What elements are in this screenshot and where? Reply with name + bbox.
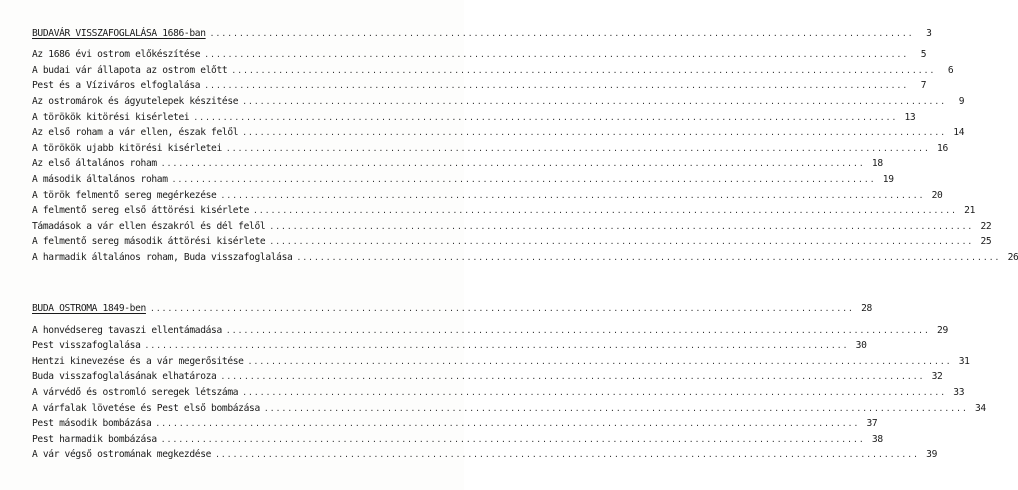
toc-entry[interactable] [32, 188, 943, 204]
toc-entry[interactable] [32, 338, 867, 354]
dot-leader: ........................................................................................................................ [242, 387, 947, 397]
dot-leader: ........................................................................................................................ [247, 356, 952, 366]
page-number: 19 [882, 173, 894, 185]
entry-title: A felmentő sereg második áttörési kisérlete [32, 236, 266, 248]
toc-entry[interactable] [32, 323, 948, 339]
page-number: 33 [953, 386, 965, 398]
page-number: 21 [964, 205, 976, 217]
toc-entry[interactable] [32, 141, 948, 157]
entry-title: Az első általános roham [32, 158, 157, 170]
section-title: BUDAVÁR VISSZAFOGLALÁSA 1686-ban [32, 28, 206, 39]
toc-entry[interactable] [32, 447, 938, 463]
toc-entry[interactable] [32, 416, 878, 432]
dot-leader: ........................................................................................................................ [155, 419, 860, 429]
toc-entry[interactable] [32, 94, 965, 110]
dot-leader: ........................................................................................................................ [269, 221, 974, 231]
page-number: 28 [861, 303, 872, 314]
page-number: 30 [855, 340, 867, 352]
page-number: 37 [866, 418, 878, 430]
dot-leader: ........................................................................................................................ [253, 206, 958, 216]
toc-entry[interactable] [32, 385, 965, 401]
toc-entry[interactable] [32, 401, 986, 417]
dot-leader: ........................................................................................................................ [269, 237, 974, 247]
page-number: 14 [953, 127, 965, 139]
page-number: 6 [947, 64, 954, 76]
dot-leader: ........................................................................................................................ [144, 341, 849, 351]
toc-entry[interactable] [32, 78, 927, 94]
entry-title: Támadások a vár ellen északról és dél felől [32, 220, 266, 232]
entry-title: Az ostromárok és ágyutelepek készitése [32, 95, 239, 107]
toc-entry[interactable] [32, 219, 992, 235]
page-number: 34 [975, 402, 986, 414]
toc-entry[interactable] [32, 369, 943, 385]
entry-title: A várvédő és ostromló seregek létszáma [32, 386, 239, 398]
dot-leader: ........................................................................................................................ [220, 190, 925, 200]
entry-title: Az első roham a vár ellen, észak felől [32, 127, 239, 139]
page-number: 26 [1007, 251, 1018, 263]
page-number: 20 [931, 189, 943, 201]
entry-title: A vár végső ostromának megkezdése [32, 449, 212, 461]
dot-leader: ........................................................................................................................ [242, 128, 947, 138]
entry-title: A törökök kitörési kisérletei [32, 111, 190, 123]
toc-section-heading[interactable] [32, 26, 932, 42]
page-number: 32 [931, 371, 943, 383]
toc-section-1849 [32, 301, 986, 463]
dot-leader: ........................................................................................................................ [296, 252, 1001, 262]
toc-entry[interactable] [32, 203, 976, 219]
entry-title: A honvédsereg tavaszi ellentámadása [32, 324, 222, 336]
dot-leader: ........................................................................................................................ [193, 112, 898, 122]
dot-leader: ........................................................................................................................ [204, 50, 909, 60]
page-number: 18 [871, 158, 883, 170]
entry-title: A második általános roham [32, 173, 168, 185]
toc-entry[interactable] [32, 432, 883, 448]
dot-leader: ........................................................................................................................ [225, 143, 930, 153]
page-number: 7 [920, 80, 927, 92]
toc-section-1686 [32, 26, 1018, 266]
toc-entry[interactable] [32, 125, 965, 141]
dot-leader: ........................................................................................................................ [263, 403, 968, 413]
entry-title: Az 1686 évi ostrom előkészítése [32, 49, 201, 61]
entry-title: Pest harmadik bombázása [32, 433, 157, 445]
toc-entry[interactable] [32, 63, 954, 79]
entry-title: Pest második bombázása [32, 418, 152, 430]
entry-title: A budai vár állapota az ostrom előtt [32, 64, 228, 76]
entry-title: A harmadik általános roham, Buda visszafoglalása [32, 251, 293, 263]
dot-leader: ........................................................................................................................ [149, 304, 854, 313]
page-number: 29 [937, 324, 948, 336]
toc-section-heading[interactable] [32, 301, 872, 317]
page-number: 3 [926, 28, 932, 39]
entry-title: Buda visszafoglalásának elhatároza [32, 371, 217, 383]
toc-entry[interactable] [32, 354, 970, 370]
dot-leader: ........................................................................................................................ [242, 96, 947, 106]
entry-title: A törökök ujabb kitörési kisérletei [32, 142, 222, 154]
dot-leader: ........................................................................................................................ [160, 434, 865, 444]
page-number: 9 [958, 95, 965, 107]
dot-leader: ........................................................................................................................ [220, 372, 925, 382]
toc-entry[interactable] [32, 156, 883, 172]
toc-entry[interactable] [32, 172, 894, 188]
page-number: 39 [926, 449, 938, 461]
toc-entry[interactable] [32, 234, 992, 250]
page-number: 31 [958, 355, 970, 367]
dot-leader: ........................................................................................................................ [160, 159, 865, 169]
entry-title: A török felmentő sereg megérkezése [32, 189, 217, 201]
dot-leader: ........................................................................................................................ [171, 174, 876, 184]
entry-title: Pest visszafoglalása [32, 340, 141, 352]
dot-leader: ........................................................................................................................ [231, 65, 936, 75]
entry-title: A felmentő sereg első áttörési kisérlete [32, 205, 250, 217]
page-number: 13 [904, 111, 916, 123]
dot-leader: ........................................................................................................................ [209, 29, 914, 38]
dot-leader: ........................................................................................................................ [215, 450, 920, 460]
page-number: 22 [980, 220, 992, 232]
page-number: 16 [937, 142, 948, 154]
toc-entry[interactable] [32, 47, 927, 63]
page-number: 25 [980, 236, 992, 248]
dot-leader: ........................................................................................................................ [204, 81, 909, 91]
toc-entry[interactable] [32, 250, 1018, 266]
toc-entry[interactable] [32, 110, 916, 126]
entry-title: A várfalak lövetése és Pest első bombázása [32, 402, 260, 414]
entry-title: Pest és a Víziváros elfoglalása [32, 80, 201, 92]
dot-leader: ........................................................................................................................ [225, 325, 930, 335]
page-number: 38 [871, 433, 883, 445]
page-number: 5 [920, 49, 927, 61]
section-title: BUDA OSTROMA 1849-ben [32, 303, 146, 314]
entry-title: Hentzi kinevezése és a vár megerősitése [32, 355, 244, 367]
